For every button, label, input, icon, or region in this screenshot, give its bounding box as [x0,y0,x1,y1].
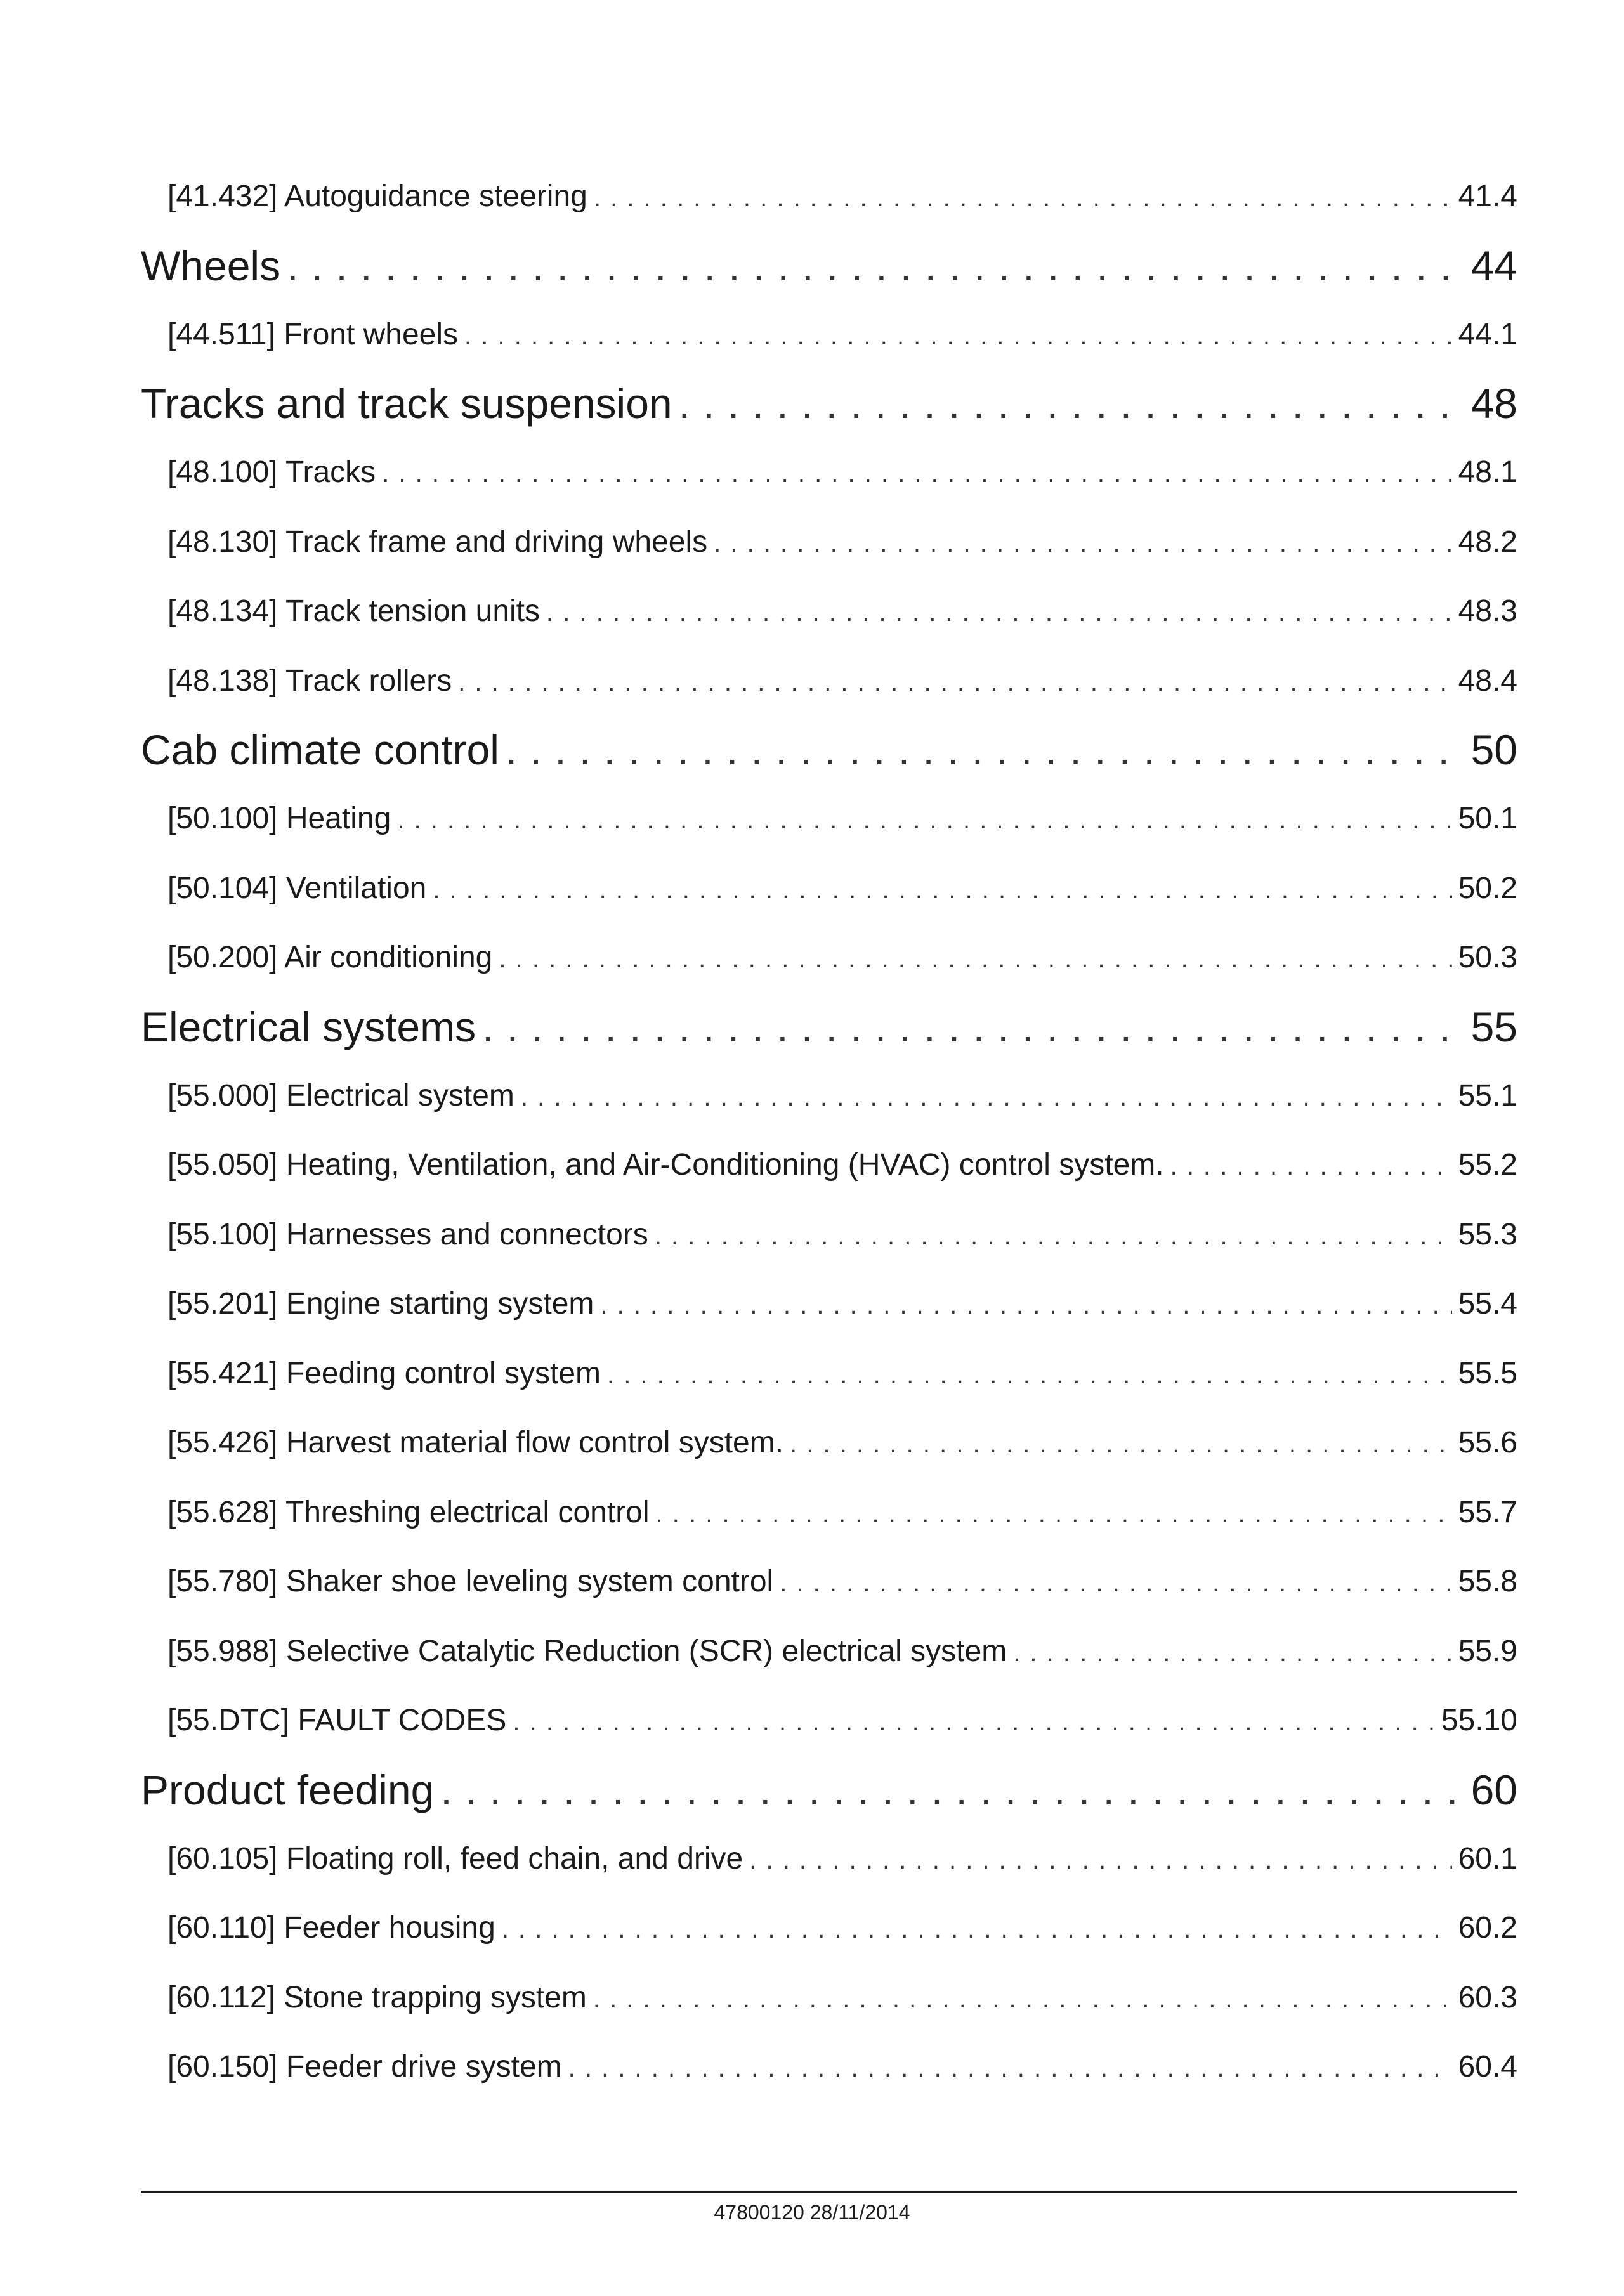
toc-entry-label: [48.130] Track frame and driving wheels [167,525,708,559]
toc-entry-55-000[interactable] [141,1061,1517,1131]
toc-entry-label: [48.138] Track rollers [167,663,452,698]
toc-entry-55-050[interactable] [141,1130,1517,1200]
dot-leader [499,925,1451,993]
toc-page-number: 50.1 [1458,802,1517,835]
toc-section-wheels[interactable] [141,232,1517,300]
toc-page-number: 55.2 [1458,1148,1517,1182]
toc-page-number: 48.1 [1458,455,1517,489]
toc-page-number: 50.3 [1458,941,1517,974]
toc-page-number: 55.7 [1458,1495,1517,1529]
toc-page-number: 55.4 [1458,1287,1517,1321]
toc-entry-50-104[interactable] [141,854,1517,923]
toc-entry-55-dtc[interactable] [141,1686,1517,1756]
dot-leader [568,2034,1452,2102]
toc-entry-label: [55.988] Selective Catalytic Reduction (SCR) electrical system [167,1634,1007,1668]
dot-leader [482,993,1464,1061]
table-of-contents [141,162,1517,2102]
dot-leader [397,786,1451,854]
toc-entry-label: [55.780] Shaker shoe leveling system control [167,1565,774,1598]
dot-leader [546,578,1452,646]
toc-entry-55-780[interactable] [141,1547,1517,1617]
toc-entry-41-432[interactable] [141,162,1517,232]
toc-page-number: 55.3 [1458,1217,1517,1251]
toc-page-number: 48.2 [1458,525,1517,559]
toc-entry-48-100[interactable] [141,438,1517,507]
toc-entry-60-112[interactable] [141,1963,1517,2033]
toc-page-number: 55.10 [1441,1704,1517,1737]
toc-entry-label: [55.100] Harnesses and connectors [167,1217,648,1251]
toc-section-tracks-and-track-suspension[interactable] [141,369,1517,438]
toc-page-number: 55 [1470,1003,1517,1050]
toc-section-product-feeding[interactable] [141,1756,1517,1824]
toc-entry-label: [55.628] Threshing electrical control [167,1495,650,1529]
toc-entry-60-150[interactable] [141,2032,1517,2102]
toc-page-number: 50 [1470,726,1517,773]
toc-entry-60-105[interactable] [141,1824,1517,1894]
toc-entry-label: [55.000] Electrical system [167,1078,514,1112]
dot-leader [780,1549,1451,1617]
dot-leader [594,164,1452,232]
dot-leader [593,1965,1452,2033]
toc-entry-48-134[interactable] [141,577,1517,646]
dot-leader [749,1826,1451,1894]
toc-entry-55-421[interactable] [141,1339,1517,1409]
toc-entry-label: [55.426] Harvest material flow control system. [167,1426,784,1459]
dot-leader [440,1756,1464,1824]
toc-entry-label: [55.201] Engine starting system [167,1287,594,1321]
toc-entry-label: [55.421] Feeding control system [167,1356,601,1390]
toc-section-cab-climate-control[interactable] [141,715,1517,784]
toc-entry-label: [41.432] Autoguidance steering [167,179,587,213]
toc-page-number: 60.1 [1458,1841,1517,1875]
toc-page-number: 55.8 [1458,1565,1517,1598]
toc-entry-label: [48.134] Track tension units [167,594,540,628]
footer-document-id: 47800120 28/11/2014 [714,2201,910,2224]
toc-page-number: 48.3 [1458,594,1517,628]
dot-leader [433,856,1451,923]
dot-leader [1013,1619,1451,1686]
toc-page-number: 41.4 [1458,179,1517,213]
toc-entry-50-100[interactable] [141,784,1517,854]
toc-page-number: 55.5 [1458,1356,1517,1390]
toc-page-number: 48 [1470,380,1517,427]
toc-entry-label: [50.104] Ventilation [167,871,427,905]
toc-entry-44-511[interactable] [141,300,1517,370]
dot-leader [600,1271,1451,1339]
dot-leader [287,232,1465,300]
toc-page-number: 60.3 [1458,1980,1517,2014]
toc-entry-label: [44.511] Front wheels [167,317,459,351]
toc-entry-label: [55.DTC] FAULT CODES [167,1704,507,1737]
toc-page-number: 55.6 [1458,1426,1517,1459]
toc-page-number: 55.9 [1458,1634,1517,1668]
toc-entry-55-426[interactable] [141,1408,1517,1478]
toc-page-number: 44 [1470,242,1517,289]
toc-entry-label: [50.100] Heating [167,802,391,835]
dot-leader [458,648,1451,716]
toc-page-number: 50.2 [1458,871,1517,905]
toc-entry-label: [48.100] Tracks [167,455,376,489]
toc-entry-60-110[interactable] [141,1893,1517,1963]
toc-section-label: Wheels [141,242,281,289]
dot-leader [655,1202,1452,1270]
dot-leader [513,1688,1435,1756]
toc-entry-48-138[interactable] [141,646,1517,716]
dot-leader [382,440,1451,507]
dot-leader [714,509,1451,577]
footer-divider [141,2191,1517,2193]
toc-section-label: Cab climate control [141,726,499,773]
toc-page-number: 60 [1470,1766,1517,1813]
toc-entry-55-988[interactable] [141,1617,1517,1686]
toc-section-label: Tracks and track suspension [141,380,672,427]
toc-page-number: 55.1 [1458,1078,1517,1112]
toc-entry-label: [55.050] Heating, Ventilation, and Air-Conditioning (HVAC) control system. [167,1148,1164,1182]
dot-leader [607,1341,1452,1409]
toc-entry-48-130[interactable] [141,507,1517,577]
toc-entry-label: [60.105] Floating roll, feed chain, and drive [167,1841,743,1875]
toc-page-number: 60.2 [1458,1911,1517,1945]
dot-leader [790,1410,1452,1478]
dot-leader [464,302,1452,370]
toc-entry-label: [60.112] Stone trapping system [167,1980,587,2014]
dot-leader [506,715,1465,784]
toc-entry-55-628[interactable] [141,1478,1517,1548]
dot-leader [656,1480,1452,1548]
toc-entry-55-100[interactable] [141,1200,1517,1270]
dot-leader [1170,1132,1452,1200]
dot-leader [521,1063,1452,1131]
toc-page-number: 44.1 [1458,317,1517,351]
toc-section-label: Electrical systems [141,1003,476,1050]
toc-entry-50-200[interactable] [141,923,1517,993]
toc-entry-label: [50.200] Air conditioning [167,941,493,974]
toc-page-number: 48.4 [1458,663,1517,698]
dot-leader [502,1895,1452,1963]
toc-page-number: 60.4 [1458,2050,1517,2084]
toc-section-label: Product feeding [141,1766,435,1813]
toc-entry-label: [60.150] Feeder drive system [167,2050,562,2084]
toc-entry-label: [60.110] Feeder housing [167,1911,495,1945]
toc-entry-55-201[interactable] [141,1269,1517,1339]
dot-leader [679,369,1465,438]
toc-section-electrical-systems[interactable] [141,993,1517,1061]
